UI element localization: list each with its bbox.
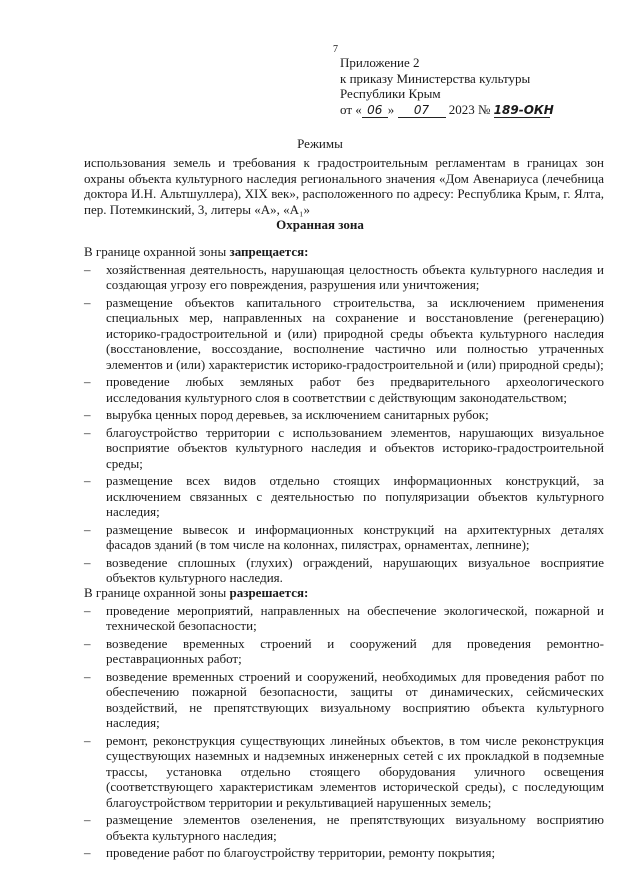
date-prefix: от « xyxy=(340,101,362,117)
page-number: 7 xyxy=(333,44,338,55)
date-year: 2023 № xyxy=(448,101,491,117)
list-item-text: проведение мероприятий, направленных на обеспечение экологической, пожарной и технической безопасности; xyxy=(106,602,604,633)
bullet-dash: – xyxy=(84,668,91,684)
bullet-dash: – xyxy=(84,424,91,440)
list-item xyxy=(84,555,604,586)
handwritten-month: 07 xyxy=(398,104,446,118)
list-item xyxy=(84,295,604,373)
allowed-lead xyxy=(84,585,604,601)
list-item-text: возведение временных строений и сооружений для проведения ремонтно-реставрационных работ; xyxy=(106,635,604,666)
bullet-dash: – xyxy=(84,812,91,827)
bullet-dash: – xyxy=(84,732,91,748)
list-item-text: благоустройство территории с использованием элементов, нарушающих визуальное восприятие объектов культурного наследия и объектов историко-градостроительной среды; xyxy=(106,424,604,471)
allowed-lead-prefix: В границе охранной зоны xyxy=(84,585,230,600)
bullet-dash: – xyxy=(84,845,91,860)
republic-line: Республики Крым xyxy=(340,86,441,101)
list-item xyxy=(84,812,604,843)
bullet-dash: – xyxy=(84,521,91,537)
prohibited-lead-prefix: В границе охранной зоны xyxy=(84,244,230,259)
order-reference-line: к приказу Министерства культуры xyxy=(340,70,531,86)
appendix-line: Приложение 2 xyxy=(340,55,420,70)
bullet-dash: – xyxy=(84,374,91,389)
list-item xyxy=(84,636,604,667)
list-item-text: возведение сплошных (глухих) ограждений, нарушающих визуальное восприятие объектов культурного наследия. xyxy=(106,554,604,585)
list-item xyxy=(84,425,604,472)
list-item-text: размещение элементов озеленения, не препятствующих визуальному восприятию объекта культурного наследия; xyxy=(106,812,604,843)
list-item-text: вырубка ценных пород деревьев, за исключением санитарных рубок; xyxy=(106,407,489,422)
order-date-line xyxy=(340,102,620,118)
handwritten-order-number: 189-ОКН xyxy=(493,102,554,117)
list-item-text: проведение работ по благоустройству территории, ремонту покрытия; xyxy=(106,845,496,860)
date-mid: » xyxy=(387,101,395,117)
bullet-dash: – xyxy=(84,294,91,310)
document-intro: использования земель и требования к градостроительным регламентам в границах зон охраны объекта культурного наследия регионального значения «Дом Авенариуса (лечебница доктора И.Н. Альтшуллера), XIX век», расположенного по адресу: Республика Крым, г. Ялта, пер. Потемкинский, 3, литеры «А», «А₁» xyxy=(84,155,604,217)
prohibited-section xyxy=(84,244,604,588)
bullet-dash: – xyxy=(84,635,91,651)
list-item-text: проведение любых земляных работ без предварительного археологического исследования культурного слоя в соответствии с действующим законодательством; xyxy=(106,374,604,405)
zone-subtitle: Охранная зона xyxy=(276,217,364,232)
list-item-text: размещение всех видов отдельно стоящих информационных конструкций, за исключением связанных с деятельностью по популяризации объектов культурного наследия; xyxy=(106,473,604,519)
list-item xyxy=(84,473,604,520)
list-item-text: хозяйственная деятельность, нарушающая целостность объекта культурного наследия и создающая угрозу его повреждения, разрушения или уничтожения; xyxy=(106,261,604,292)
list-item xyxy=(84,603,604,634)
list-item xyxy=(84,733,604,811)
list-item-text: ремонт, реконструкция существующих линейных объектов, в том числе реконструкция существующих наземных и надземных инженерных сетей с их прокладкой в подземные трассы, установка отдельно стоящего оборудования уличного освещения (соответствующего характеристикам элементов исторической среды), с последующим благоустройством территории и рекультивацией нарушенных земель; xyxy=(106,732,604,810)
list-item xyxy=(84,522,604,553)
list-item xyxy=(84,374,604,405)
bullet-dash: – xyxy=(84,602,91,618)
list-item xyxy=(84,845,604,861)
bullet-dash: – xyxy=(84,407,91,422)
prohibited-lead xyxy=(84,244,604,260)
allowed-list xyxy=(84,603,604,861)
list-item xyxy=(84,669,604,731)
appendix-header xyxy=(340,55,620,118)
bullet-dash: – xyxy=(84,261,91,277)
handwritten-day: 06 xyxy=(362,104,388,118)
bullet-dash: – xyxy=(84,473,91,488)
prohibited-list xyxy=(84,262,604,586)
list-item-text: размещение объектов капитального строительства, за исключением применения специальных мер, направленных на сохранение и восстановление (регенерацию) историко-градостроительной и (или) природной среды объекта культурного наследия (восстановление, воссоздание, восполнение частично или полностью утраченных элементов и (или) характеристик историко-градостроительной и (или) природной среды); xyxy=(106,294,604,372)
bullet-dash: – xyxy=(84,554,91,570)
list-item xyxy=(84,262,604,293)
list-item-text: возведение временных строений и сооружений, необходимых для проведения работ по обеспечению пожарной безопасности, защиты от динамических, сейсмических воздействий, не препятствующих визуальному восприятию объекта культурного наследия; xyxy=(106,668,604,730)
list-item-text: размещение вывесок и информационных конструкций на архитектурных деталях фасадов зданий (в том числе на колоннах, пилястрах, орнаментах, лепнине); xyxy=(106,521,604,552)
prohibited-lead-bold: запрещается: xyxy=(229,244,309,259)
document-title: Режимы xyxy=(297,136,343,151)
allowed-section xyxy=(84,585,604,863)
allowed-lead-bold: разрешается: xyxy=(229,585,309,600)
list-item xyxy=(84,407,604,423)
